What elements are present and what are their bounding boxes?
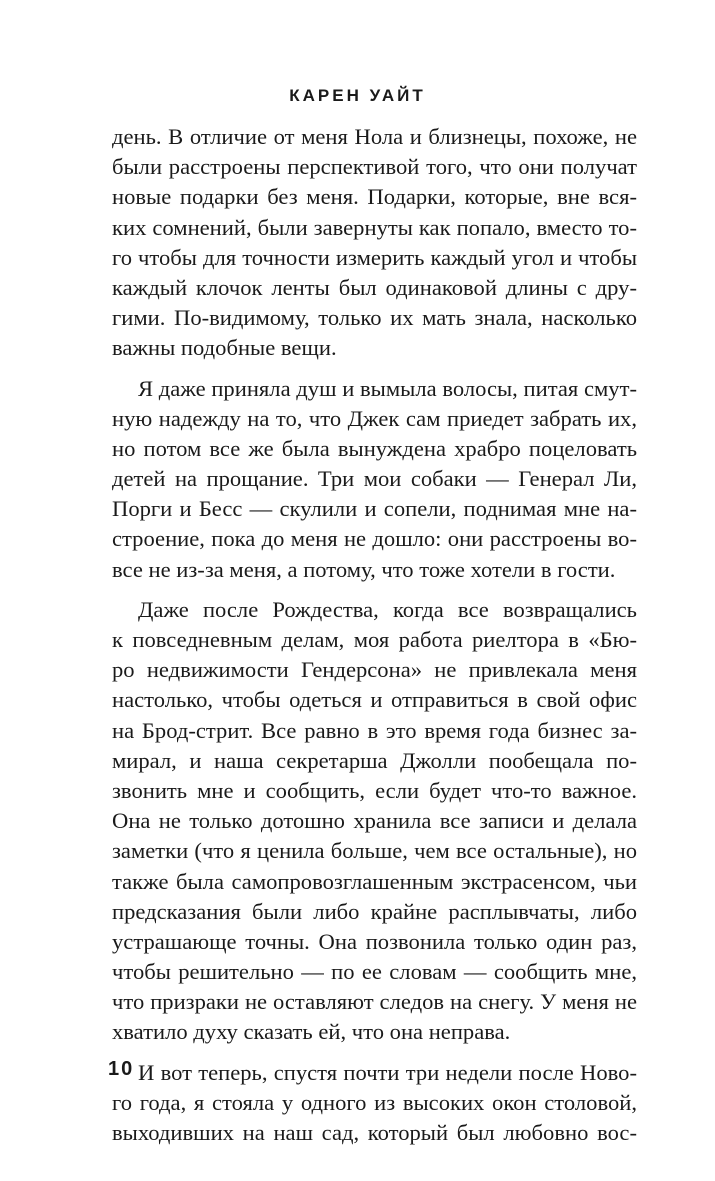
text-line: гими. По-видимому, только их мать знала, насколько (112, 305, 637, 331)
text-line: заметки (что я ценила больше, чем все остальные), но (112, 838, 637, 864)
text-line: го года, я стояла у одного из высоких окон столовой, (112, 1089, 637, 1115)
running-head-author: КАРЕН УАЙТ (289, 86, 426, 105)
text-line: выходивших на наш сад, который был любовно вос- (112, 1120, 637, 1145)
text-line: день. В отличие от меня Нола и близнецы, похоже, не (112, 124, 637, 149)
paragraph (112, 374, 637, 585)
text-line: Даже после Рождества, когда все возвращались (138, 596, 637, 622)
text-line: также была самопровозглашенным экстрасенсом, чьи (112, 868, 637, 894)
text-line: настолько, чтобы одеться и отправиться в свой офис (112, 687, 637, 713)
text-line: звонить мне и сообщить, если будет что-то важное. (112, 777, 637, 803)
text-line: новые подарки без меня. Подарки, которые, вне вся- (112, 184, 637, 210)
text-line: предсказания были либо крайне расплывчаты, либо (112, 898, 637, 924)
text-line: чтобы решительно — по ее словам — сообщить мне, (112, 959, 637, 985)
text-line: на Брод-стрит. Все равно в это время года бизнес за- (112, 717, 637, 743)
text-line: к повседневным делам, моя работа риелтора в «Бю- (112, 627, 637, 652)
text-line: детей на прощание. Три мои собаки — Генерал Ли, (112, 466, 637, 492)
text-line: мирал, и наша секретарша Джолли пообещала по- (112, 747, 637, 773)
text-line: хватило духу сказать ей, что она неправа. (112, 1019, 511, 1045)
text-line: были расстроены перспективой того, что они получат (112, 154, 637, 180)
text-line: что призраки не оставляют следов на снегу. У меня не (112, 989, 637, 1015)
text-line: важны подобные вещи. (112, 335, 337, 361)
page-number: 10 (108, 1058, 135, 1080)
text-line: но потом все же была вынуждена храбро поцеловать (112, 435, 637, 461)
text-line: строение, пока до меня не дошло: они расстроены во- (112, 526, 637, 552)
paragraph (112, 1058, 637, 1149)
text-line: все не из-за меня, а потому, что тоже хотели в гости. (112, 556, 616, 582)
text-line: каждый клочок ленты был одинаковой длины с дру- (112, 274, 637, 300)
paragraph (112, 595, 637, 1048)
text-line: ких сомнений, были завернуты как попало, вместо то- (112, 214, 637, 240)
text-line: Я даже приняла душ и вымыла волосы, питая смут- (138, 375, 637, 401)
text-line: И вот теперь, спустя почти три недели после Ново- (138, 1059, 637, 1085)
text-line: устрашающе точны. Она позвонила только один раз, (112, 928, 637, 954)
paragraph (112, 122, 637, 364)
text-line: ро недвижимости Гендерсона» не привлекала меня (112, 657, 637, 683)
text-line: ную надежду на то, что Джек сам приедет забрать их, (112, 405, 637, 431)
text-line: Порги и Бесс — скулили и сопели, поднимая мне на- (112, 496, 637, 522)
text-line: го чтобы для точности измерить каждый угол и чтобы (112, 244, 637, 270)
body-text (112, 122, 637, 1158)
text-line: Она не только дотошно хранила все записи и делала (112, 808, 637, 834)
